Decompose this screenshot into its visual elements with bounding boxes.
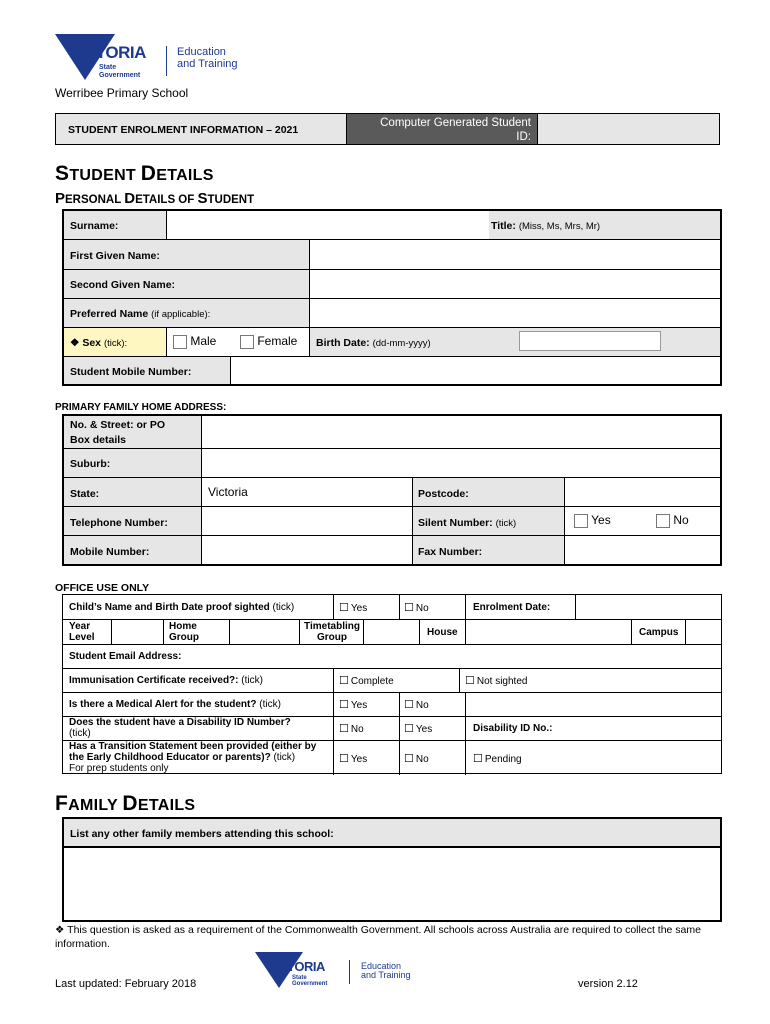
house-label: House xyxy=(427,627,458,638)
female-checkbox[interactable] xyxy=(240,335,254,349)
student-id-field[interactable] xyxy=(537,113,720,145)
medical-label: Is there a Medical Alert for the student? (tick) xyxy=(69,699,281,710)
sex-label: ❖ Sex (tick): xyxy=(70,337,128,349)
silent-yes-label: Yes xyxy=(591,513,611,527)
footer-logo-dept1: Education xyxy=(361,961,402,971)
footer-logo-dept2: and Training xyxy=(361,970,411,980)
campus-input[interactable] xyxy=(687,621,719,642)
preferred-label: Preferred Name (if applicable): xyxy=(70,308,211,320)
logo-sub2: Government xyxy=(99,72,141,79)
version: version 2.12 xyxy=(578,978,638,990)
preferred-input[interactable] xyxy=(312,300,718,325)
telephone-input[interactable] xyxy=(204,509,410,533)
family-list-label: List any other family members attending this school: xyxy=(70,828,334,840)
immunisation-label: Immunisation Certificate received?: (tick) xyxy=(69,675,263,686)
street-label-2: Box details xyxy=(70,434,127,446)
addr-mobile-label: Mobile Number: xyxy=(70,546,150,558)
addr-mobile-input[interactable] xyxy=(204,538,410,562)
silent-yes-option[interactable] xyxy=(574,513,611,528)
diamond-icon: ❖ xyxy=(55,924,65,936)
office-heading: OFFICE USE ONLY xyxy=(55,582,150,594)
victoria-logo xyxy=(55,32,255,84)
banner-id-label-1: Computer Generated Student xyxy=(380,117,531,129)
mobile-input[interactable] xyxy=(232,358,718,382)
postcode-label: Postcode: xyxy=(418,488,469,500)
disability-yes-option[interactable]: ☐ Yes xyxy=(404,722,432,735)
sex-male-option[interactable] xyxy=(173,334,216,349)
male-label: Male xyxy=(190,334,217,348)
title-label: Title: (Miss, Ms, Mrs, Mr) xyxy=(491,220,601,232)
footer-logo xyxy=(255,950,425,992)
silent-no-option[interactable] xyxy=(656,513,689,528)
year-level-label: Year Level xyxy=(69,621,95,643)
fax-label: Fax Number: xyxy=(418,546,483,558)
timetabling-input[interactable] xyxy=(365,621,417,642)
logo-dept2: and Training xyxy=(177,58,238,70)
immunisation-not-sighted-option[interactable]: ☐ Not sighted xyxy=(465,674,527,687)
family-members-input[interactable] xyxy=(66,850,718,918)
telephone-label: Telephone Number: xyxy=(70,517,168,529)
medical-yes-option[interactable]: ☐ Yes xyxy=(339,698,367,711)
transition-no-option[interactable]: ☐ No xyxy=(404,752,429,765)
footer-logo-sub1: State xyxy=(292,975,307,981)
banner-title-box xyxy=(55,113,347,145)
banner-id-label-box xyxy=(346,113,538,145)
student-details-heading: STUDENT DETAILS xyxy=(55,162,214,185)
disability-id-input[interactable] xyxy=(563,718,719,738)
diamond-icon: ❖ xyxy=(70,337,80,349)
disability-id-label: Disability ID No.: xyxy=(473,723,553,734)
transition-label: Has a Transition Statement been provided (either by the Early Childhood Educator or parents)? (tick) For prep students only xyxy=(69,741,317,774)
student-email-input[interactable] xyxy=(203,646,719,666)
silent-label: Silent Number: (tick) xyxy=(418,517,517,529)
surname-label: Surname: xyxy=(70,220,119,232)
logo-dept1: Education xyxy=(177,46,226,58)
home-group-input[interactable] xyxy=(231,621,297,642)
birth-date-input[interactable] xyxy=(519,331,661,351)
address-table xyxy=(62,414,722,566)
address-heading: PRIMARY FAMILY HOME ADDRESS: xyxy=(55,402,227,413)
street-label-1: No. & Street: or PO xyxy=(70,419,166,431)
timetabling-label: Timetabling Group xyxy=(304,621,360,643)
mobile-label: Student Mobile Number: xyxy=(70,366,192,378)
female-label: Female xyxy=(257,334,298,348)
first-given-label: First Given Name: xyxy=(70,250,160,262)
suburb-label: Suburb: xyxy=(70,458,111,470)
footer-logo-wordmark: VICTORIA xyxy=(267,959,325,974)
sex-female-option[interactable] xyxy=(240,334,297,349)
fax-input[interactable] xyxy=(567,538,718,562)
student-email-label: Student Email Address: xyxy=(69,651,182,662)
last-updated: Last updated: February 2018 xyxy=(55,978,197,990)
personal-details-table xyxy=(62,209,722,386)
commonwealth-note: ❖ This question is asked as a requirement of the Commonwealth Government. All schools across Australia are required to collect the same information. xyxy=(55,924,701,950)
personal-details-heading: PERSONAL DETAILS OF STUDENT xyxy=(55,190,255,207)
enrolment-date-label: Enrolment Date: xyxy=(473,602,551,613)
birth-label: Birth Date: (dd-mm-yyyy) xyxy=(316,337,431,349)
transition-pending-option[interactable]: ☐ Pending xyxy=(473,752,522,765)
street-input[interactable] xyxy=(204,418,718,446)
postcode-input[interactable] xyxy=(567,480,718,504)
medical-no-option[interactable]: ☐ No xyxy=(404,698,429,711)
second-given-label: Second Given Name: xyxy=(70,279,176,291)
logo-divider xyxy=(166,46,167,76)
banner-title: STUDENT ENROLMENT INFORMATION – 2021 xyxy=(68,124,299,136)
suburb-input[interactable] xyxy=(204,451,718,475)
silent-no-checkbox[interactable] xyxy=(656,514,670,528)
family-table xyxy=(62,817,722,922)
banner-id-label-2: ID: xyxy=(516,131,531,143)
school-name: Werribee Primary School xyxy=(55,86,189,100)
first-given-input[interactable] xyxy=(312,242,718,267)
state-value[interactable]: Victoria xyxy=(208,485,248,499)
surname-input[interactable] xyxy=(168,213,486,237)
family-details-heading: FAMILY DETAILS xyxy=(55,792,196,815)
transition-yes-option[interactable]: ☐ Yes xyxy=(339,752,367,765)
logo-wordmark: VICTORIA xyxy=(69,43,146,62)
state-label: State: xyxy=(70,488,100,500)
disability-no-option[interactable]: ☐ No xyxy=(339,722,364,735)
proof-label: Child’s Name and Birth Date proof sighted (tick) xyxy=(69,602,295,613)
proof-no-option[interactable]: ☐ No xyxy=(404,601,429,614)
proof-yes-option[interactable]: ☐ Yes xyxy=(339,601,367,614)
enrolment-date-input[interactable] xyxy=(577,597,719,617)
male-checkbox[interactable] xyxy=(173,335,187,349)
year-level-input[interactable] xyxy=(113,621,161,642)
silent-yes-checkbox[interactable] xyxy=(574,514,588,528)
home-group-label: Home Group xyxy=(169,621,199,643)
footer-logo-sub2: Government xyxy=(292,981,328,987)
immunisation-complete-option[interactable]: ☐ Complete xyxy=(339,674,394,687)
disability-label: Does the student have a Disability ID Number? (tick) xyxy=(69,717,291,739)
house-input[interactable] xyxy=(467,621,629,642)
campus-label: Campus xyxy=(639,627,679,638)
silent-no-label: No xyxy=(673,513,689,527)
logo-sub1: State xyxy=(99,64,117,71)
office-table xyxy=(62,594,722,774)
second-given-input[interactable] xyxy=(312,271,718,296)
